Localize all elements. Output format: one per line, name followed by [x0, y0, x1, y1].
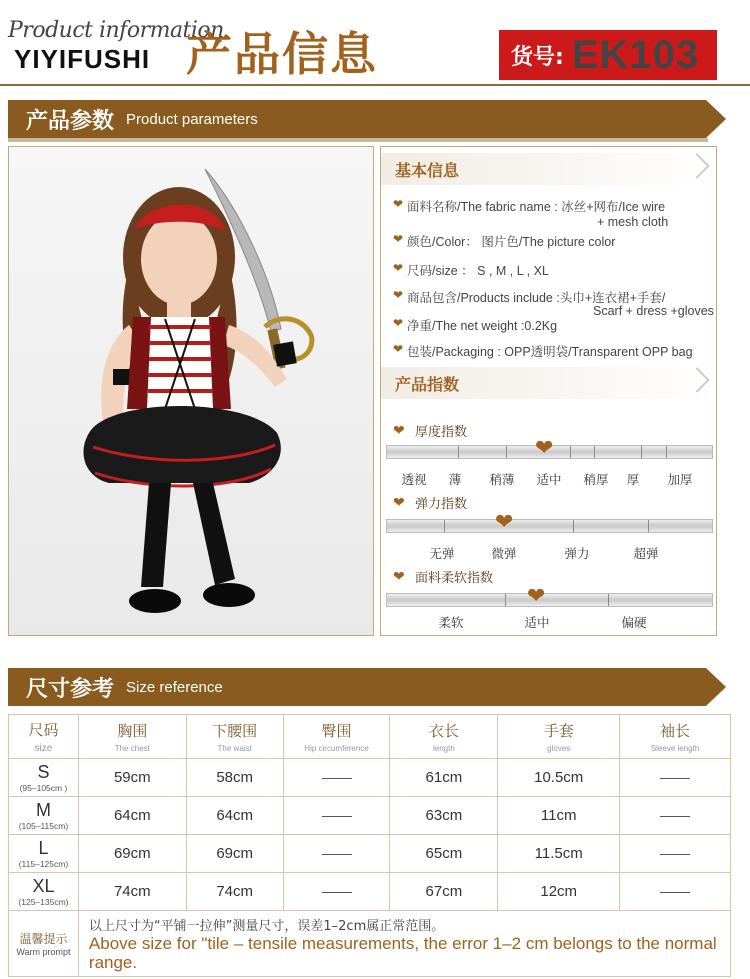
- table-cell: 69cm: [186, 835, 283, 873]
- table-cell: [283, 797, 390, 835]
- table-cell: 下腰围: [212, 722, 258, 740]
- header-chest: [78, 715, 186, 759]
- table-cell: [283, 759, 390, 797]
- table-cell: 74cm: [78, 873, 186, 911]
- info-fabric-text: 面料名称/The fabric name : 冰丝+网布/Ice wire: [407, 200, 666, 214]
- note-label-en: Warm prompt: [16, 947, 71, 957]
- info-includes: [393, 288, 714, 318]
- table-cell: [9, 835, 79, 873]
- index-header: [381, 367, 716, 399]
- table-note-row: [9, 911, 731, 977]
- chevron-right-icon: [684, 367, 709, 392]
- table-cell: 59cm: [78, 759, 186, 797]
- header-gloves: [498, 715, 620, 759]
- params-banner-cn: 产品参数: [26, 108, 115, 134]
- table-cell: [9, 797, 79, 835]
- info-packaging-text: 包装/Packaging : OPP透明袋/Transparent OPP bag: [407, 345, 693, 359]
- table-cell: [620, 797, 731, 835]
- banner-arrow-icon: [706, 668, 726, 706]
- basic-info-title: 基本信息: [395, 160, 460, 180]
- info-fabric-text-cont: + mesh cloth: [597, 215, 669, 229]
- table-row: [9, 873, 731, 911]
- table-cell: 61cm: [390, 759, 498, 797]
- header-sleeve: [620, 715, 731, 759]
- table-cell: 64cm: [186, 797, 283, 835]
- table-cell: (95–105cm ): [19, 783, 68, 793]
- table-cell: The waist: [217, 744, 252, 753]
- product-code-value: EK103: [571, 32, 700, 77]
- table-cell: 手套: [543, 722, 574, 740]
- dash-placeholder: [322, 816, 352, 817]
- basic-info-header: [381, 153, 716, 185]
- softness-bar: [386, 584, 713, 609]
- size-banner-cn: 尺寸参考: [26, 676, 115, 702]
- heart-icon: ❤: [393, 494, 405, 511]
- header-divider: [0, 84, 750, 86]
- table-cell: (115–125cm): [18, 859, 69, 869]
- heart-icon: ❤: [393, 232, 404, 246]
- table-cell: Hip circumference: [304, 744, 369, 753]
- table-cell: 65cm: [390, 835, 498, 873]
- size-table: [8, 714, 731, 977]
- table-cell: 74cm: [186, 873, 283, 911]
- header-hip: [283, 715, 390, 759]
- thickness-marker-icon: ❤: [535, 436, 554, 461]
- elasticity-marker-icon: ❤: [495, 510, 514, 535]
- table-cell: [9, 873, 79, 911]
- product-info-panel: [380, 146, 717, 636]
- table-cell: [9, 759, 79, 797]
- info-includes-text-cont: Scarf + dress +gloves: [593, 304, 714, 318]
- table-cell: [9, 911, 79, 977]
- table-cell: 64cm: [78, 797, 186, 835]
- softness-scale: 柔软 适中 偏硬: [438, 615, 647, 630]
- dash-placeholder: [322, 892, 352, 893]
- header-length: [390, 715, 498, 759]
- heart-icon: ❤: [393, 316, 404, 330]
- dash-placeholder: [660, 816, 690, 817]
- table-cell: 63cm: [390, 797, 498, 835]
- table-cell: size: [34, 743, 53, 754]
- heart-icon: ❤: [393, 568, 405, 585]
- dash-placeholder: [660, 778, 690, 779]
- table-cell: [283, 873, 390, 911]
- header-script-title: Product information: [8, 18, 224, 43]
- table-cell: 臀围: [321, 722, 352, 740]
- heart-icon: ❤: [393, 261, 404, 275]
- softness-marker-icon: ❤: [527, 584, 546, 609]
- thickness-scale: 透视 薄 稍薄 适中 稍厚 厚 加厚: [401, 472, 693, 487]
- table-cell: [620, 873, 731, 911]
- table-cell: gloves: [547, 744, 571, 753]
- heart-icon: ❤: [393, 197, 404, 211]
- table-cell: 11.5cm: [498, 835, 620, 873]
- info-size: [393, 261, 549, 279]
- header-size: [9, 715, 79, 759]
- pirate-costume-illustration: [9, 147, 374, 636]
- elasticity-scale: 无弹 微弹 弹力 超弹: [429, 546, 659, 561]
- heart-icon: ❤: [393, 422, 405, 439]
- info-color: [393, 232, 615, 250]
- table-cell: (105–115cm): [18, 821, 69, 831]
- info-includes-text: 商品包含/Products include :头巾+连衣裙+手套/: [407, 291, 666, 305]
- dash-placeholder: [660, 854, 690, 855]
- size-banner: [8, 668, 728, 706]
- info-packaging: [393, 342, 693, 360]
- table-cell: 胸围: [117, 722, 148, 740]
- table-cell: 11cm: [498, 797, 620, 835]
- table-cell: 尺码: [28, 721, 59, 739]
- table-cell: [620, 759, 731, 797]
- table-cell: S: [37, 762, 50, 782]
- softness-label: ❤ 面料柔软指数: [393, 568, 494, 586]
- table-header-row: [9, 715, 731, 759]
- table-row: [9, 797, 731, 835]
- product-code-badge: [499, 30, 717, 80]
- size-banner-en: Size reference: [126, 678, 223, 696]
- table-row: [9, 835, 731, 873]
- thickness-bar: [386, 436, 713, 461]
- product-code-label: 货号:: [511, 44, 564, 70]
- table-cell: L: [38, 838, 49, 858]
- table-row: [9, 759, 731, 797]
- table-cell: 69cm: [78, 835, 186, 873]
- params-banner: [8, 100, 728, 142]
- table-cell: 67cm: [390, 873, 498, 911]
- table-cell: XL: [32, 876, 55, 896]
- dash-placeholder: [322, 854, 352, 855]
- table-cell: 10.5cm: [498, 759, 620, 797]
- table-cell: M: [35, 800, 51, 820]
- table-cell: [78, 911, 730, 977]
- brand-name: YIYIFUSHI: [14, 44, 151, 74]
- table-cell: Sleeve length: [650, 744, 700, 753]
- dash-placeholder: [660, 892, 690, 893]
- heart-icon: ❤: [393, 342, 404, 356]
- chevron-right-icon: [684, 153, 709, 178]
- info-weight: [393, 316, 557, 334]
- elasticity-label: ❤ 弹力指数: [393, 494, 468, 512]
- index-title: 产品指数: [395, 374, 460, 394]
- info-color-text: 颜色/Color： 图片色/The picture color: [407, 235, 616, 249]
- table-cell: [620, 835, 731, 873]
- table-cell: 衣长: [428, 722, 459, 740]
- table-cell: The chest: [114, 744, 150, 753]
- thickness-label: ❤ 厚度指数: [393, 422, 468, 440]
- banner-arrow-icon: [706, 100, 726, 138]
- note-text-en: Above size for "tile – tensile measurements, the error 1–2 cm belongs to the normal range.: [88, 934, 717, 972]
- table-cell: (125–135cm): [18, 897, 69, 907]
- table-cell: 12cm: [498, 873, 620, 911]
- table-cell: 袖长: [660, 722, 691, 740]
- table-cell: 58cm: [186, 759, 283, 797]
- header-waist: [186, 715, 283, 759]
- info-size-text: 尺码/size ： S , M , L , XL: [407, 264, 549, 278]
- page-title: 产品信息: [186, 27, 378, 81]
- product-photo: [8, 146, 374, 636]
- table-cell: length: [432, 744, 455, 753]
- heart-icon: ❤: [393, 288, 404, 302]
- note-text-cn: 以上尺寸为“平铺一拉伸”测量尺寸，误差1–2cm属正常范围。: [88, 919, 445, 934]
- dash-placeholder: [322, 778, 352, 779]
- info-weight-text: 净重/The net weight :0.2Kg: [407, 319, 558, 333]
- params-banner-en: Product parameters: [126, 110, 258, 128]
- note-label-cn: 温馨提示: [19, 932, 68, 946]
- elasticity-bar: [386, 510, 713, 535]
- table-cell: [283, 835, 390, 873]
- info-fabric: [393, 197, 668, 229]
